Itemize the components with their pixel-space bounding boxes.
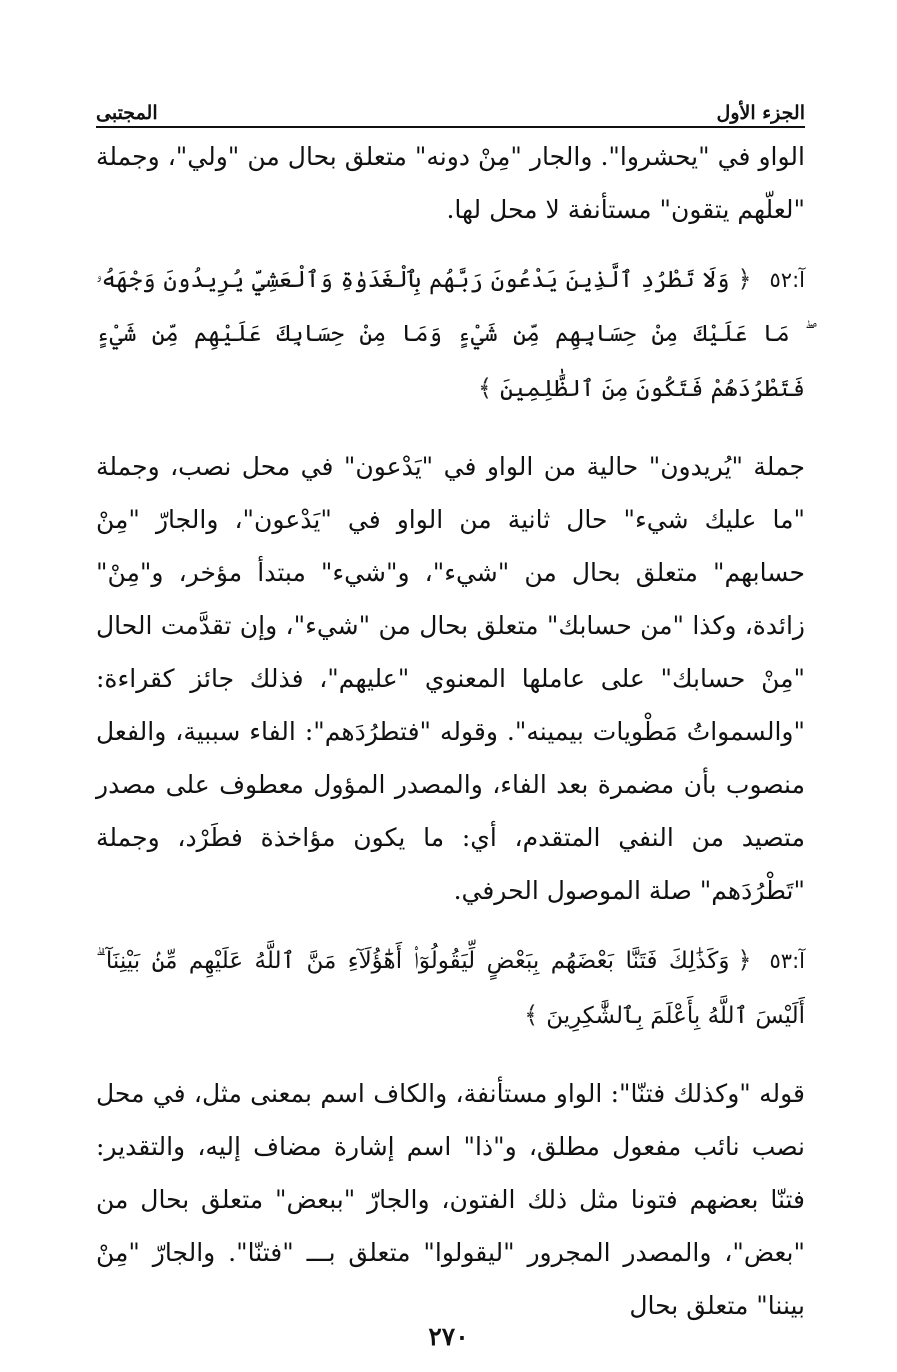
header-rule <box>96 126 805 128</box>
verse-close-ornament: ﴾ <box>524 1001 539 1029</box>
running-header <box>96 90 805 124</box>
spacer <box>96 416 805 440</box>
verse-53-ref: آ:٥٣ <box>769 949 805 973</box>
paragraph-3: قوله "وكذلك فتنّا": الواو مستأنفة، والكاف اسم بمعنى مثل، في محل نصب نائب مفعول مطلق، و"ذا" اسم إشارة مضاف إليه، والتقدير: فتنّا بعضهم فتونا مثل ذلك الفتون، والجارّ "ببعض" متعلق بحال من "بعض"، والمصدر المجرور "ليقولوا" متعلق بـــ "فتنّا". والجارّ "مِنْ بيننا" متعلق بحال <box>96 1079 805 1320</box>
spacer <box>96 1043 805 1067</box>
verse-close-ornament: ﴾ <box>477 374 493 402</box>
page-body <box>96 130 805 1332</box>
spacer <box>96 236 805 252</box>
spacer <box>96 917 805 933</box>
verse-53 <box>96 933 805 1043</box>
verse-open-ornament: ﴿ <box>737 265 752 293</box>
verse-53-text: وَكَذَٰلِكَ فَتَنَّا بَعْضَهُم بِبَعْضٍ لِّيَقُولُوٓا۟ أَهَٰٓؤُلَآءِ مَنَّ ٱللَّهُ عَلَيْهِم مِّنۢ بَيْنِنَآ ۗ أَلَيْسَ ٱللَّهُ بِأَعْلَمَ بِٱلشَّٰكِرِينَ <box>96 948 805 1029</box>
paragraph-1: الواو في "يحشروا". والجار "مِنْ دونه" متعلق بحال من "ولي"، وجملة "لعلّهم يتقون" مستأنفة لا محل لها. <box>96 142 805 224</box>
verse-52-ref: آ:٥٢ <box>769 268 805 292</box>
page-number: ٢٧٠ <box>428 1322 469 1351</box>
paragraph-2: جملة "يُريدون" حالية من الواو في "يَدْعون" في محل نصب، وجملة "ما عليك شيء" حال ثانية من الواو في "يَدْعون"، والجارّ "مِنْ حسابهم" متعلق بحال من "شيء"، و"شيء" مبتدأ مؤخر، و"مِنْ" زائدة، وكذا "من حسابك" متعلق بحال من "شيء"، وإن تقدَّمت الحال "مِنْ حسابك" على عاملها المعنوي "عليهم"، فذلك جائز كقراءة: "والسمواتُ مَطْويات بيمينه". وقوله "فتطرُدَهم": الفاء سببية، والفعل منصوب بأن مضمرة بعد الفاء، والمصدر المؤول معطوف على مصدر متصيد من النفي المتقدم، أي: ما يكون مؤاخذة فطَرْد، وجملة "تَطْرُدَهم" صلة الموصول الحرفي. <box>96 452 805 905</box>
verse-52 <box>96 252 805 416</box>
header-book-title: المجتبى <box>96 102 158 124</box>
verse-52-text: وَلَا تَطْرُدِ ٱلَّذِينَ يَدْعُونَ رَبَّهُم بِٱلْغَدَوٰةِ وَٱلْعَشِيِّ يُرِيدُونَ وَجْهَهُۥ ۖ مَا عَلَيْكَ مِنْ حِسَابِهِم مِّن شَيْءٍ وَمَا مِنْ حِسَابِكَ عَلَيْهِم مِّن شَيْءٍ فَتَطْرُدَهُمْ فَتَكُونَ مِنَ ٱلظَّٰلِمِينَ <box>96 267 805 402</box>
header-volume: الجزء الأول <box>716 102 805 124</box>
verse-open-ornament: ﴿ <box>737 946 752 974</box>
